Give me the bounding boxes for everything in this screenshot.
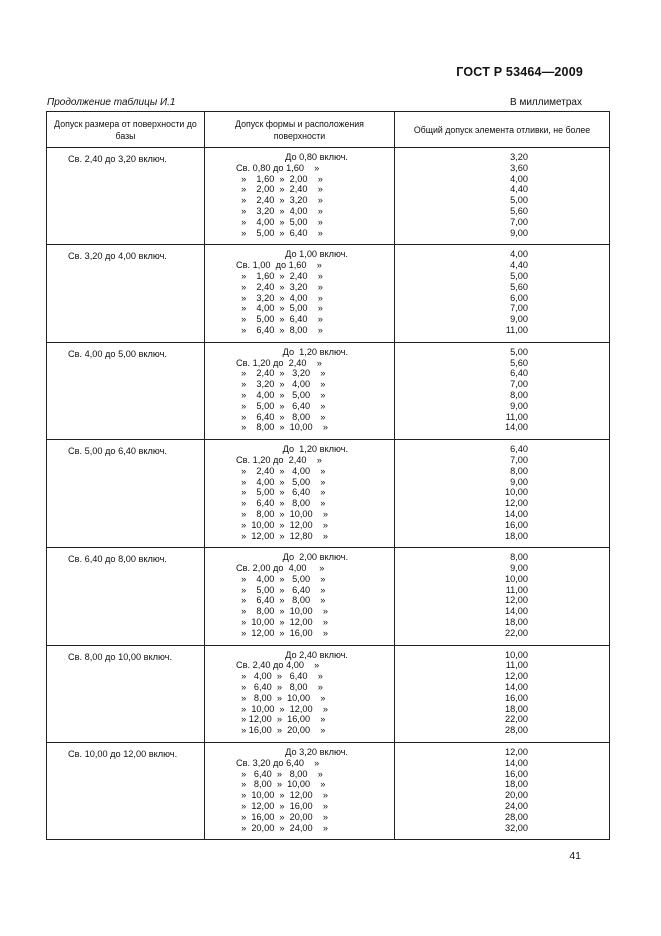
form-tolerance-line: » 6,40 » 8,00 » xyxy=(236,324,323,335)
tolerance-table xyxy=(46,111,610,840)
form-tolerance-line: До 2,40 включ. xyxy=(285,649,348,660)
total-tolerance-value: 6,40 xyxy=(510,444,528,455)
column-header-form-tolerance: Допуск формы и расположения поверхности xyxy=(205,112,395,148)
form-tolerance-line: » 6,40 » 8,00 » xyxy=(236,411,326,422)
size-range: Св. 5,00 до 6,40 включ. xyxy=(68,446,167,457)
form-tolerance-line: » 6,40 » 8,00 » xyxy=(236,682,323,693)
size-tolerance-cell xyxy=(47,440,205,548)
form-tolerance-line: » 10,00 » 12,00 » xyxy=(236,790,328,801)
total-tolerance-value: 4,00 xyxy=(510,249,528,260)
total-tolerance-value: 14,00 xyxy=(505,606,528,617)
form-tolerance-line: » 10,00 » 12,00 » xyxy=(236,617,328,628)
size-range: Св. 3,20 до 4,00 включ. xyxy=(68,251,167,262)
form-tolerance-line: » 3,20 » 4,00 » xyxy=(236,205,323,216)
total-tolerance-value: 8,00 xyxy=(510,389,528,400)
form-tolerance-line: Св. 2,40 до 4,00 » xyxy=(236,660,320,671)
total-tolerance-value: 5,00 xyxy=(510,195,528,206)
total-tolerance-value: 18,00 xyxy=(505,617,528,628)
total-tolerance-value: 18,00 xyxy=(505,703,528,714)
document-id: ГОСТ Р 53464—2009 xyxy=(456,65,583,79)
total-tolerance-value: 16,00 xyxy=(505,768,528,779)
total-tolerance-value: 7,00 xyxy=(510,379,528,390)
total-tolerance-value: 11,00 xyxy=(505,411,528,422)
total-tolerance-value: 6,00 xyxy=(510,292,528,303)
form-tolerance-line: » 10,00 » 12,00 » xyxy=(236,519,328,530)
form-tolerance-line: » 2,40 » 4,00 » xyxy=(236,465,326,476)
total-tolerance-cell xyxy=(395,440,610,548)
size-range: Св. 6,40 до 8,00 включ. xyxy=(68,554,167,565)
form-tolerance-cell xyxy=(205,342,395,439)
form-tolerance-line: » 8,00 » 10,00 » xyxy=(236,422,328,433)
total-tolerance-value: 24,00 xyxy=(505,801,528,812)
total-tolerance-value: 14,00 xyxy=(505,508,528,519)
form-tolerance-line: » 12,00 » 16,00 » xyxy=(236,714,326,725)
form-tolerance-line: » 4,00 » 5,00 » xyxy=(236,476,326,487)
form-tolerance-cell xyxy=(205,440,395,548)
total-tolerance-value: 7,00 xyxy=(510,216,528,227)
form-tolerance-cell xyxy=(205,148,395,245)
total-tolerance-cell xyxy=(395,743,610,840)
form-tolerance-line: » 4,00 » 5,00 » xyxy=(236,573,326,584)
total-tolerance-value: 11,00 xyxy=(505,660,528,671)
form-tolerance-line: » 1,60 » 2,00 » xyxy=(236,173,323,184)
table-row xyxy=(47,148,610,245)
total-tolerance-value: 11,00 xyxy=(505,324,528,335)
form-tolerance-line: » 4,00 » 5,00 » xyxy=(236,389,326,400)
form-tolerance-line: » 8,00 » 10,00 » xyxy=(236,692,326,703)
form-tolerance-line: » 3,20 » 4,00 » xyxy=(236,379,326,390)
table-row xyxy=(47,440,610,548)
total-tolerance-value: 6,40 xyxy=(510,368,528,379)
total-tolerance-value: 8,00 xyxy=(510,552,528,563)
total-tolerance-value: 9,00 xyxy=(510,314,528,325)
total-tolerance-value: 32,00 xyxy=(505,822,528,833)
form-tolerance-line: » 6,40 » 8,00 » xyxy=(236,498,326,509)
total-tolerance-value: 18,00 xyxy=(505,779,528,790)
total-tolerance-value: 11,00 xyxy=(505,584,528,595)
size-range: Св. 2,40 до 3,20 включ. xyxy=(68,154,167,164)
total-tolerance-value: 8,00 xyxy=(510,465,528,476)
form-tolerance-line: Св. 0,80 до 1,60 » xyxy=(236,162,320,173)
total-tolerance-cell xyxy=(395,148,610,245)
total-tolerance-value: 14,00 xyxy=(505,682,528,693)
total-tolerance-value: 20,00 xyxy=(505,790,528,801)
form-tolerance-line: » 4,00 » 6,40 » xyxy=(236,671,323,682)
form-tolerance-line: » 12,00 » 12,80 » xyxy=(236,530,328,541)
column-header-total-tolerance: Общий допуск элемента отливки, не более xyxy=(395,112,610,148)
table-header-row xyxy=(47,112,610,148)
total-tolerance-value: 4,40 xyxy=(510,260,528,271)
form-tolerance-cell xyxy=(205,743,395,840)
form-tolerance-cell xyxy=(205,645,395,742)
total-tolerance-value: 9,00 xyxy=(510,400,528,411)
total-tolerance-cell xyxy=(395,342,610,439)
form-tolerance-line: До 1,00 включ. xyxy=(285,249,348,260)
form-tolerance-line: » 5,00 » 6,40 » xyxy=(236,227,323,238)
total-tolerance-value: 3,20 xyxy=(510,152,528,162)
form-tolerance-line: » 16,00 » 20,00 » xyxy=(236,811,328,822)
total-tolerance-value: 18,00 xyxy=(505,530,528,541)
total-tolerance-value: 9,00 xyxy=(510,227,528,238)
form-tolerance-line: » 8,00 » 10,00 » xyxy=(236,779,326,790)
form-tolerance-line: До 3,20 включ. xyxy=(285,747,348,758)
total-tolerance-value: 7,00 xyxy=(510,454,528,465)
total-tolerance-value: 16,00 xyxy=(505,692,528,703)
table-row xyxy=(47,743,610,840)
size-tolerance-cell xyxy=(47,148,205,245)
total-tolerance-cell xyxy=(395,548,610,645)
total-tolerance-value: 22,00 xyxy=(505,714,528,725)
size-tolerance-cell xyxy=(47,743,205,840)
size-range: Св. 4,00 до 5,00 включ. xyxy=(68,348,167,359)
page-number: 41 xyxy=(569,850,581,862)
total-tolerance-value: 9,00 xyxy=(510,476,528,487)
size-tolerance-cell xyxy=(47,245,205,342)
table-body xyxy=(47,148,610,840)
size-tolerance-cell xyxy=(47,342,205,439)
form-tolerance-line: » 6,40 » 8,00 » xyxy=(236,595,326,606)
form-tolerance-line: » 8,00 » 10,00 » xyxy=(236,508,328,519)
form-tolerance-line: » 10,00 » 12,00 » xyxy=(236,703,328,714)
table-row xyxy=(47,342,610,439)
form-tolerance-line: » 5,00 » 6,40 » xyxy=(236,314,323,325)
total-tolerance-value: 16,00 xyxy=(505,519,528,530)
total-tolerance-value: 12,00 xyxy=(505,747,528,758)
form-tolerance-line: » 16,00 » 20,00 » xyxy=(236,725,326,736)
total-tolerance-value: 28,00 xyxy=(505,811,528,822)
size-tolerance-cell xyxy=(47,548,205,645)
total-tolerance-value: 5,60 xyxy=(510,281,528,292)
total-tolerance-value: 5,60 xyxy=(510,205,528,216)
form-tolerance-line: » 5,00 » 6,40 » xyxy=(236,584,326,595)
total-tolerance-cell xyxy=(395,645,610,742)
total-tolerance-value: 5,00 xyxy=(510,346,528,357)
total-tolerance-value: 14,00 xyxy=(505,757,528,768)
form-tolerance-line: До 1,20 включ. xyxy=(282,346,348,357)
column-header-size-tolerance: Допуск размера от поверхности до базы xyxy=(47,112,205,148)
total-tolerance-value: 4,40 xyxy=(510,184,528,195)
table-caption: Продолжение таблицы И.1 xyxy=(47,97,176,108)
total-tolerance-value: 14,00 xyxy=(505,422,528,433)
table-row xyxy=(47,548,610,645)
form-tolerance-line: До 0,80 включ. xyxy=(285,152,348,162)
total-tolerance-value: 10,00 xyxy=(505,487,528,498)
form-tolerance-line: Св. 1,00 до 1,60 » xyxy=(236,260,322,271)
total-tolerance-value: 22,00 xyxy=(505,627,528,638)
table-row xyxy=(47,245,610,342)
total-tolerance-value: 3,60 xyxy=(510,162,528,173)
form-tolerance-line: » 6,40 » 8,00 » xyxy=(236,768,323,779)
form-tolerance-line: Св. 1,20 до 2,40 » xyxy=(236,454,322,465)
size-range: Св. 8,00 до 10,00 включ. xyxy=(68,651,173,662)
form-tolerance-cell xyxy=(205,245,395,342)
total-tolerance-value: 28,00 xyxy=(505,725,528,736)
form-tolerance-line: » 12,00 » 16,00 » xyxy=(236,801,328,812)
form-tolerance-line: До 2,00 включ. xyxy=(282,552,348,563)
form-tolerance-line: » 2,40 » 3,20 » xyxy=(236,195,323,206)
size-range: Св. 10,00 до 12,00 включ. xyxy=(68,749,178,760)
units-label: В миллиметрах xyxy=(510,97,582,108)
total-tolerance-value: 4,00 xyxy=(510,173,528,184)
form-tolerance-line: » 5,00 » 6,40 » xyxy=(236,400,326,411)
form-tolerance-cell xyxy=(205,548,395,645)
total-tolerance-value: 10,00 xyxy=(505,649,528,660)
form-tolerance-line: » 4,00 » 5,00 » xyxy=(236,303,323,314)
form-tolerance-line: » 20,00 » 24,00 » xyxy=(236,822,328,833)
size-tolerance-cell xyxy=(47,645,205,742)
total-tolerance-value: 12,00 xyxy=(505,671,528,682)
form-tolerance-line: » 4,00 » 5,00 » xyxy=(236,216,323,227)
total-tolerance-value: 10,00 xyxy=(505,573,528,584)
form-tolerance-line: Св. 3,20 до 6,40 » xyxy=(236,757,320,768)
total-tolerance-value: 5,60 xyxy=(510,357,528,368)
form-tolerance-line: До 1,20 включ. xyxy=(282,444,348,455)
total-tolerance-cell xyxy=(395,245,610,342)
form-tolerance-line: » 5,00 » 6,40 » xyxy=(236,487,326,498)
form-tolerance-line: Св. 1,20 до 2,40 » xyxy=(236,357,322,368)
form-tolerance-line: » 3,20 » 4,00 » xyxy=(236,292,323,303)
total-tolerance-value: 9,00 xyxy=(510,563,528,574)
form-tolerance-line: » 8,00 » 10,00 » xyxy=(236,606,328,617)
form-tolerance-line: Св. 2,00 до 4,00 » xyxy=(236,563,325,574)
total-tolerance-value: 7,00 xyxy=(510,303,528,314)
table-row xyxy=(47,645,610,742)
total-tolerance-value: 12,00 xyxy=(505,498,528,509)
total-tolerance-value: 12,00 xyxy=(505,595,528,606)
form-tolerance-line: » 2,40 » 3,20 » xyxy=(236,368,326,379)
form-tolerance-line: » 2,40 » 3,20 » xyxy=(236,281,323,292)
form-tolerance-line: » 1,60 » 2,40 » xyxy=(236,270,323,281)
form-tolerance-line: » 2,00 » 2,40 » xyxy=(236,184,323,195)
form-tolerance-line: » 12,00 » 16,00 » xyxy=(236,627,328,638)
total-tolerance-value: 5,00 xyxy=(510,270,528,281)
